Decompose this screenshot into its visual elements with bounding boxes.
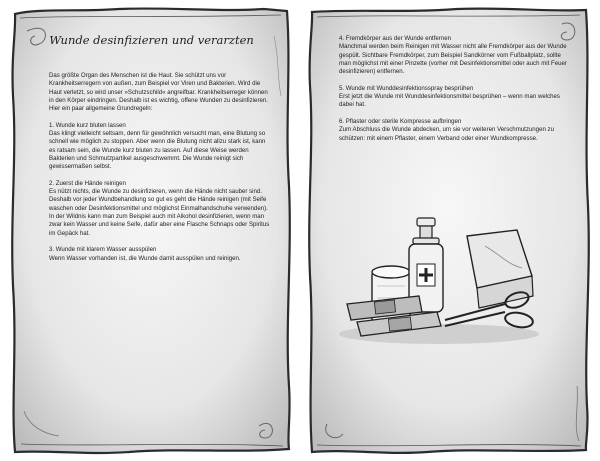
step-text: Wenn Wasser vorhanden ist, die Wunde damit ausspülen und reinigen. xyxy=(49,254,241,262)
left-page xyxy=(9,6,294,455)
step-5 xyxy=(339,85,569,110)
intro-paragraph: Das größte Organ des Menschen ist die Haut. Sie schützt uns vor Krankheitserregern von außen, zum Beispiel vor Viren und Bakterien. Wird die Haut verletzt, so wird unser »Schutzschild« angreifbar. Krankheitserreger können in den Körper eindringen. Deshalb ist es wichtig, offene Wunden zu desinfizieren. Hier ein paar allgemeine Grundregeln: xyxy=(49,72,268,113)
step-text: Zum Abschluss die Wunde abdecken, um sie vor weiteren Verschmutzungen zu schützen: mit einem Pflaster, einem Verband oder einer Wundkompresse. xyxy=(339,126,554,142)
step-heading: 4. Fremdkörper aus der Wunde entfernen xyxy=(339,35,452,42)
step-3 xyxy=(49,246,271,263)
step-1 xyxy=(49,122,271,172)
step-heading: 6. Pflaster oder sterile Kompresse aufbringen xyxy=(339,117,462,125)
compress-package-icon xyxy=(467,230,533,308)
step-heading: 5. Wunde mit Wunddesinfektionsspray besprühen xyxy=(339,84,474,92)
step-4 xyxy=(339,35,569,76)
step-heading: 1. Wunde kurz bluten lassen xyxy=(49,121,126,129)
right-page-body xyxy=(339,35,569,151)
step-text: Es nützt nichts, die Wunde zu desinfizieren, wenn die Hände nicht sauber sind. Deshalb vor jeder Wundbehandlung so gut es geht die Hände reinigen (mit Seife waschen oder Desinfektionsmittel und möglichst Einmalhandschuhe verwenden). In der Wildnis kann man zum Beispiel auch mit Alkohol desinfizieren, wenn man zwar kein Wasser und keine Seife, dafür aber eine Flasche Schnaps oder Spiritus im Gepäck hat. xyxy=(49,188,270,237)
page-title: Wunde desinfizieren und verarzten xyxy=(49,33,254,47)
step-6 xyxy=(339,118,569,143)
step-text: Manchmal werden beim Reinigen mit Wasser nicht alle Fremdkörper aus der Wunde gespült. Sichtbare Fremdkörper, zum Beispiel Sandkörner vom Fußballplatz, sollte man möglichst mit einer Pinzette (vorher mit Desinfektionsmittel oder auch mit Feuer desinfizieren) entfernen. xyxy=(339,43,567,76)
step-heading: 3. Wunde mit klarem Wasser ausspülen xyxy=(49,246,157,254)
step-heading: 2. Zuerst die Hände reinigen xyxy=(49,179,126,187)
first-aid-illustration xyxy=(327,216,557,351)
step-text: Das klingt vielleicht seltsam, denn für gewöhnlich versucht man, eine Blutung so schnell wie möglich zu stoppen. Aber wenn die Blutung nicht allzu stark ist, kann es ratsam sein, die Wunde kurz bluten zu lassen. Auf diese Weise werden Bakterien und Schmutzpartikel ausgeschwemmt. Die Wunde reinigt sich gewissermaßen selbst. xyxy=(49,130,266,171)
right-page xyxy=(307,6,592,455)
step-2 xyxy=(49,180,271,238)
left-page-body xyxy=(49,72,271,271)
step-text: Erst jetzt die Wunde mit Wunddesinfektionsmittel besprühen – wenn man welches dabei hat. xyxy=(339,93,560,109)
